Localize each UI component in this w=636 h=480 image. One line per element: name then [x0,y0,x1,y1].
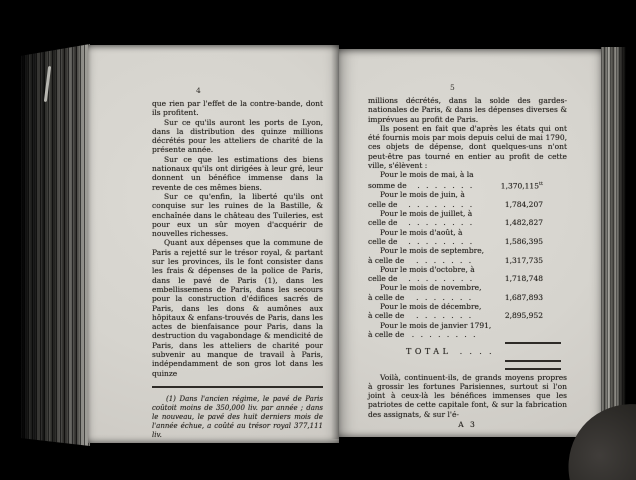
ledger-amount-label: celle de [368,199,398,209]
paragraph: Quant aux dépenses que la commune de Paris a rejetté sur le trésor royal, & partant sur les provinces, ils le font consister dans les frais & dépenses de la police de Paris, dans le pavé de Paris (1), dans les embellissemens de Paris, dans les secours pour la construction d'édifices sacrés de Paris, dans les dons & aumônes aux hôpitaux & enfans-trouvés de Paris, dans les actes de bienfaisance pour Paris, dans la destruction du vagabondage & mendicité de Paris, dans les atteliers de charité pour subvenir au manque de travail à Paris, indépendamment de son gros lot dans les quinze [152,238,323,378]
ledger-month-line: Pour le mois de décembre, [380,302,482,312]
right-page-edges [601,47,626,439]
ledger-row [368,228,567,247]
ledger-row [368,321,567,340]
ledger-amount-label: à celle de [368,311,405,321]
ledger-month-line: Pour le mois de mai, à la [380,170,474,180]
ledger-month-line: Pour le mois de juin, à [380,190,465,200]
ledger-amount-label: à celle de [368,255,405,265]
paragraph: Sur ce que les estimations des biens nationaux qu'ils ont dirigées à leur gré, leur donnent un bénéfice immense dans la revente de ces mêmes biens. [152,154,323,192]
ledger-row [368,246,567,265]
right-page [339,49,601,437]
dot-leader: . . . . . . . . [408,199,475,209]
ledger-amount-label: à celle de [368,292,405,302]
ledger-month-line: Pour le mois de janvier 1791, [380,320,492,330]
ledger-row [368,302,567,321]
total-label: TOTAL [406,347,452,357]
ledger-amount [485,180,543,191]
dot-leader: . . . . . . . . [408,274,475,284]
sum-rule [505,342,561,344]
total-line [406,347,567,356]
closing-paragraph: Voilà, continuent-ils, de grands moyens propres à grossir les fortunes Parisiennes, surtout si l'on joint à ceux-là les bénéfices immenses que les patriotes de cette capitale font, & sur la fabrication des assignats, & sur l'é- [368,372,567,419]
right-page-text [368,96,567,429]
page-number-left: 4 [196,86,202,95]
dot-leader: . . . . . . . [417,181,475,191]
left-page-edges [20,44,90,446]
dot-leader: . . . . . . . [416,311,474,321]
ledger-amount: 1,718,748 [504,274,543,284]
ledger-amount: 2,895,952 [504,311,543,321]
ledger-amount-label: celle de [368,236,398,246]
left-page [88,45,339,443]
total-dots: . . . . [459,347,494,357]
ledger-amount-label: celle de [368,274,398,284]
paragraph: que rien par l'effet de la contre-bande, dont ils profitent. [152,99,323,118]
ledger-amount: 1,687,893 [504,292,543,302]
dot-leader: . . . . . . . . [411,329,478,339]
amount-value: 1,370,115 [500,181,539,191]
paragraph: Sur ce qu'ils auront les ports de Lyon, dans la distribution des quinze millions décrétés pour les atteliers de charité de la présente année. [152,117,323,155]
paragraph: Sur ce qu'enfin, la liberté qu'ils ont conquise sur les ruines de la Bastille, & enchaînée dans le château des Tuileries, est pour eux un sûr moyen d'acquérir de nouvelles richesses. [152,191,323,239]
ledger-month-line: Pour le mois d'octobre, à [380,264,475,274]
paragraph: Ils posent en fait que d'après les états qui ont été fournis mois par mois depuis celui de mai 1790, ces objets de dépense, dont quelques-uns n'ont peut-être pas tourné en entier au profit de cette ville, s'élèvent : [368,123,567,171]
ledger-month-line: Pour le mois d'août, à [380,227,463,237]
ledger-amount: 1,482,827 [504,218,543,228]
dot-leader: . . . . . . . [416,255,474,265]
ledger-row [368,265,567,284]
ledger-row [368,170,567,190]
page-number-right: 5 [450,83,456,92]
ledger-month-line: Pour le mois de septembre, [380,246,485,256]
ledger-amount: 1,784,207 [504,199,543,209]
footnote-rule [152,386,323,388]
ledger-month-line: Pour le mois de novembre, [380,283,482,293]
footnote: (1) Dans l'ancien régime, le pavé de Paris coûtoit moins de 350,000 liv. par année ; dans le nouveau, le pavé des huit derniers mois de l'année échue, a coûté au trésor royal 377,111 liv. [152,394,323,439]
total-double-rule [505,360,561,370]
livres-superscript: tt [538,180,543,187]
ledger-row [368,283,567,302]
ledger-amount: 1,586,395 [504,236,543,246]
signature-mark: A 3 [458,420,477,429]
left-page-text [152,99,323,439]
dot-leader: . . . . . . . . [408,218,475,228]
ledger-amount: 1,317,735 [504,255,543,265]
dot-leader: . . . . . . . . [408,236,475,246]
expense-ledger [368,170,567,339]
dot-leader: . . . . . . . [416,292,474,302]
ledger-month-line: Pour le mois de juillet, à [380,209,473,219]
ledger-amount-label: celle de [368,218,398,228]
ledger-amount-label: à celle de [368,329,405,339]
paragraph: millions décrétés, dans la solde des gardes-nationales de Paris, & dans les dépenses diverses & imprévues au profit de Paris. [368,96,567,124]
ledger-amount-label: somme de [368,181,407,191]
ledger-row [368,190,567,209]
ledger-row [368,209,567,228]
